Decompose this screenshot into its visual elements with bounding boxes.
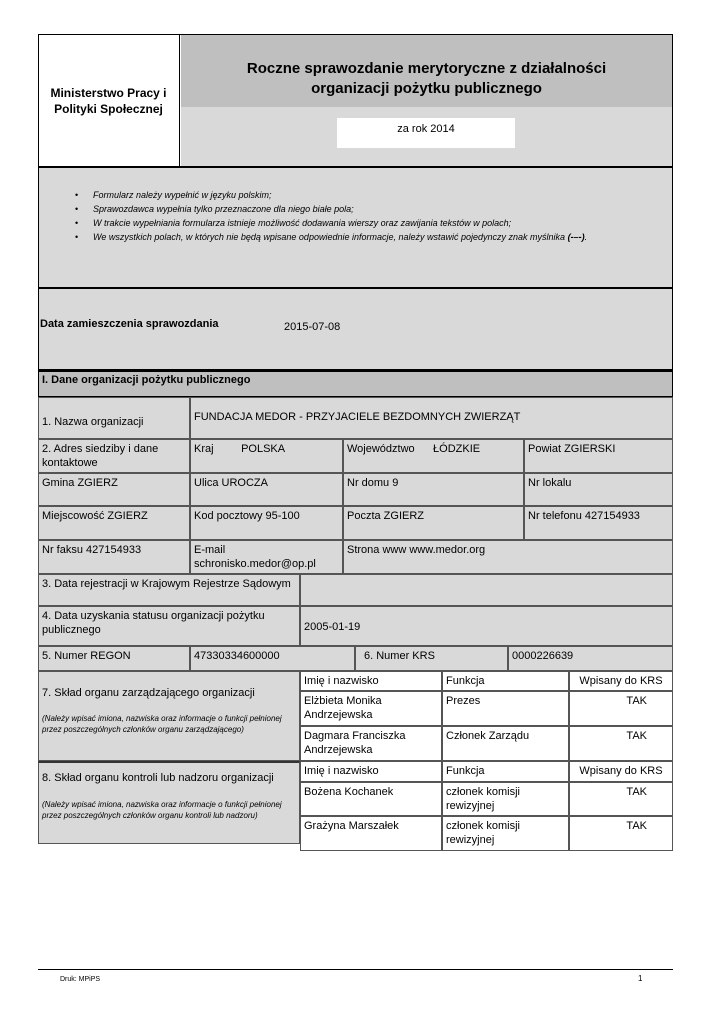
opp-status-label: 4. Data uzyskania statusu organizacji pożytku publicznego	[38, 606, 300, 646]
krs-registration-label: 3. Data rejestracji w Krajowym Rejestrze Sądowym	[38, 574, 300, 606]
publication-date-label: Data zamieszczenia sprawozdania	[40, 318, 219, 330]
supervision-label: 8. Skład organu kontroli lub nadzoru organizacji	[42, 772, 274, 784]
section1-title: I. Dane organizacji pożytku publicznego	[42, 374, 251, 386]
form-title-line2: organizacji pożytku publicznego	[311, 80, 542, 97]
krs-number-field[interactable]: 0000226639	[508, 646, 673, 671]
board-label: 7. Skład organu zarządzającego organizacji	[42, 687, 255, 699]
instruction-item: • Formularz należy wypełnić w języku polskim;	[71, 188, 672, 202]
publication-date-value: 2015-07-08	[284, 321, 341, 333]
fax-field[interactable]: Nr faksu 427154933	[38, 540, 190, 574]
email-field[interactable]: E-mail schronisko.medor@op.pl	[190, 540, 343, 574]
supervision-header-function: Funkcja	[442, 761, 569, 782]
supervision-header-krs: Wpisany do KRS	[569, 761, 673, 782]
footer-divider	[38, 969, 673, 970]
supervision-member-name[interactable]: Bożena Kochanek	[300, 782, 442, 816]
org-name-label: 1. Nazwa organizacji	[38, 397, 190, 439]
footer-print-label: Druk: MPiPS	[60, 976, 101, 983]
supervision-note: (Należy wpisać imiona, nazwiska oraz informacje o funkcji pełnionej przez poszczególnych członków organu kontroli lub nadzoru)	[42, 800, 282, 820]
instruction-dash: (-–-)	[567, 232, 585, 242]
regon-label: 5. Numer REGON	[38, 646, 190, 671]
instructions-list	[71, 188, 672, 244]
supervision-member-krs[interactable]: TAK	[569, 816, 673, 851]
instruction-item: • W trakcie wypełniania formularza istnieje możliwość dodawania wierszy oraz zawijania tekstów w polach;	[71, 216, 672, 230]
org-name-field[interactable]: FUNDACJA MEDOR - PRZYJACIELE BEZDOMNYCH ZWIERZĄT	[190, 397, 673, 439]
supervision-member-krs[interactable]: TAK	[569, 782, 673, 816]
board-member-krs[interactable]: TAK	[569, 726, 673, 761]
section1-header	[38, 370, 673, 397]
city-field[interactable]: Miejscowość ZGIERZ	[38, 506, 190, 540]
opp-status-field[interactable]: 2005-01-19	[300, 606, 673, 646]
ministry-name: Ministerstwo Pracy i Polityki Społecznej	[50, 85, 167, 116]
instruction-item: • Sprawozdawca wypełnia tylko przeznaczone dla niego białe pola;	[71, 202, 672, 216]
board-header-function: Funkcja	[442, 671, 569, 691]
regon-field[interactable]: 47330334600000	[190, 646, 355, 671]
krs-registration-field[interactable]	[300, 574, 673, 606]
street-field[interactable]: Ulica UROCZA	[190, 473, 343, 506]
board-member-function[interactable]: Prezes	[442, 691, 569, 726]
supervision-member-name[interactable]: Grażyna Marszałek	[300, 816, 442, 851]
board-header-name: Imię i nazwisko	[300, 671, 442, 691]
year-label: za rok 2014	[397, 123, 455, 135]
board-member-name[interactable]: Elżbieta Monika Andrzejewska	[300, 691, 442, 726]
website-field[interactable]: Strona www www.medor.org	[343, 540, 673, 574]
instruction-item: • We wszystkich polach, w których nie będą wpisane odpowiednie informacje, należy wstawić pojedynczy znak myślnika (-–-).	[71, 230, 672, 244]
board-member-function[interactable]: Członek Zarządu	[442, 726, 569, 761]
form-title-line1: Roczne sprawozdanie merytoryczne z działalności	[246, 60, 607, 77]
address-label: 2. Adres siedziby i dane kontaktowe	[38, 439, 190, 473]
board-member-krs[interactable]: TAK	[569, 691, 673, 726]
voivodeship-field[interactable]: Województwo ŁÓDZKIE	[343, 439, 524, 473]
supervision-header-name: Imię i nazwisko	[300, 761, 442, 782]
board-note: (Należy wpisać imiona, nazwiska oraz informacje o funkcji pełnionej przez poszczególnych członków organu zarządzającego)	[42, 714, 282, 734]
title-band	[181, 35, 672, 107]
postal-code-field[interactable]: Kod pocztowy 95-100	[190, 506, 343, 540]
post-office-field[interactable]: Poczta ZGIERZ	[343, 506, 524, 540]
board-label-cell	[38, 671, 300, 761]
board-header-krs: Wpisany do KRS	[569, 671, 673, 691]
instructions-box	[38, 167, 673, 288]
apartment-number-field[interactable]: Nr lokalu	[524, 473, 673, 506]
year-field[interactable]	[337, 118, 515, 148]
house-number-field[interactable]: Nr domu 9	[343, 473, 524, 506]
board-member-name[interactable]: Dagmara Franciszka Andrzejewska	[300, 726, 442, 761]
county-field[interactable]: Powiat ZGIERSKI	[524, 439, 673, 473]
supervision-label-cell	[38, 761, 300, 844]
supervision-member-function[interactable]: członek komisji rewizyjnej	[442, 782, 569, 816]
footer-page-number: 1	[638, 974, 643, 983]
country-field[interactable]: Kraj POLSKA	[190, 439, 343, 473]
phone-field[interactable]: Nr telefonu 427154933	[524, 506, 673, 540]
ministry-cell	[38, 34, 180, 167]
supervision-member-function[interactable]: członek komisji rewizyjnej	[442, 816, 569, 851]
commune-field[interactable]: Gmina ZGIERZ	[38, 473, 190, 506]
krs-number-label: 6. Numer KRS	[355, 646, 508, 671]
